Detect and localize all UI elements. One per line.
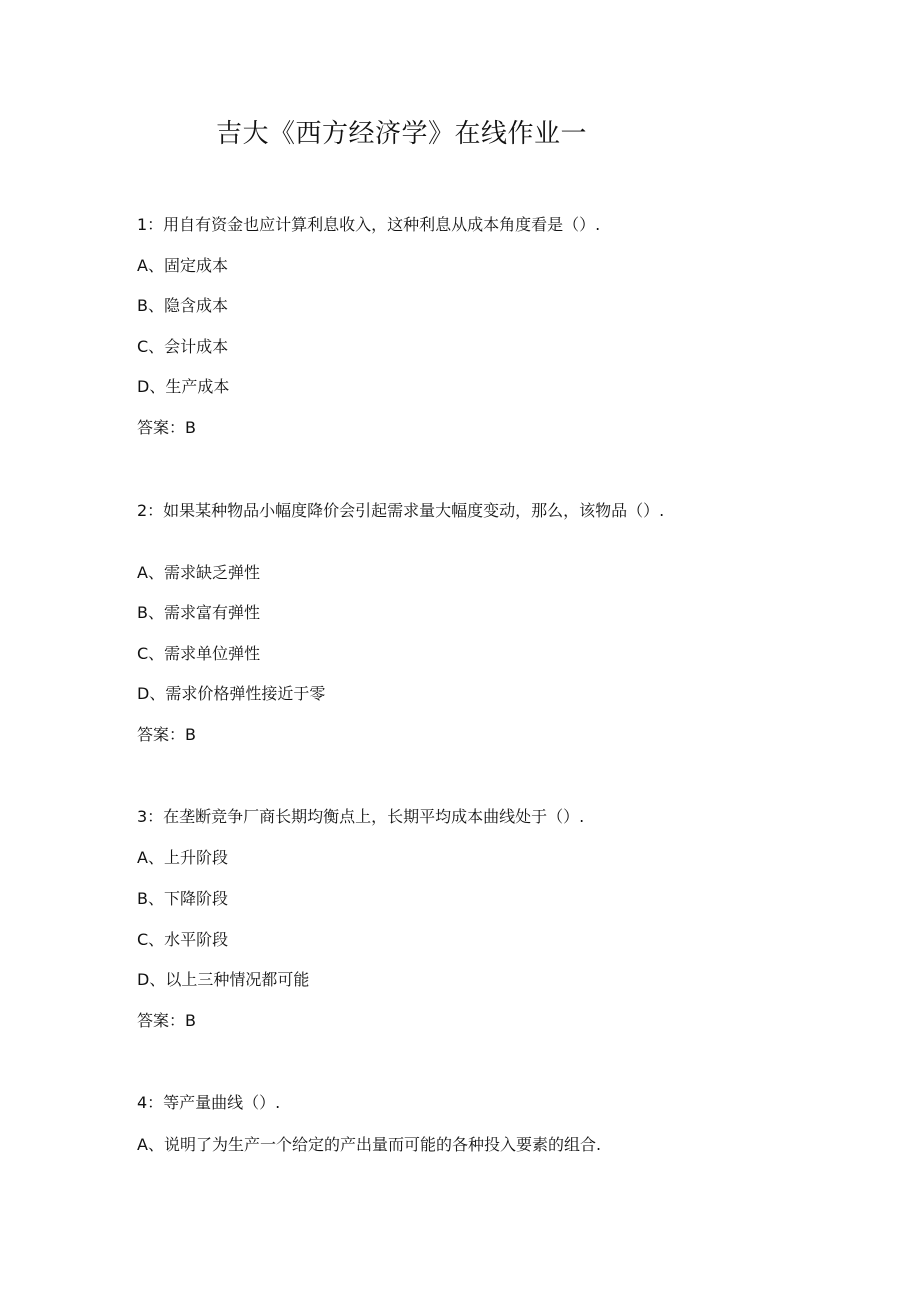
document-title: 吉大《西方经济学》在线作业一 — [216, 119, 588, 149]
question-2-stem: 2：如果某种物品小幅度降价会引起需求量大幅度变动，那么，该物品（）. — [137, 501, 665, 520]
question-3-option-d: D、以上三种情况都可能 — [137, 970, 310, 989]
question-1-option-c: C、会计成本 — [137, 337, 229, 356]
question-1-stem: 1：用自有资金也应计算利息收入，这种利息从成本角度看是（）. — [137, 215, 601, 234]
question-3-option-a: A、上升阶段 — [137, 848, 228, 867]
question-2-answer: 答案：B — [137, 725, 196, 744]
question-4-option-a: A、说明了为生产一个给定的产出量而可能的各种投入要素的组合. — [137, 1135, 602, 1154]
question-2-option-d: D、需求价格弹性接近于零 — [137, 684, 326, 703]
question-2-option-b: B、需求富有弹性 — [137, 603, 260, 622]
question-1-option-d: D、生产成本 — [137, 377, 230, 396]
question-1-option-a: A、固定成本 — [137, 256, 228, 275]
question-3-option-b: B、下降阶段 — [137, 889, 228, 908]
question-3-stem: 3：在垄断竞争厂商长期均衡点上，长期平均成本曲线处于（）. — [137, 807, 585, 826]
question-2-option-a: A、需求缺乏弹性 — [137, 563, 260, 582]
question-1-option-b: B、隐含成本 — [137, 296, 228, 315]
question-3-option-c: C、水平阶段 — [137, 930, 229, 949]
question-1-answer: 答案：B — [137, 418, 196, 437]
question-4-stem: 4：等产量曲线（）. — [137, 1093, 281, 1112]
question-2-option-c: C、需求单位弹性 — [137, 644, 261, 663]
question-3-answer: 答案：B — [137, 1011, 196, 1030]
